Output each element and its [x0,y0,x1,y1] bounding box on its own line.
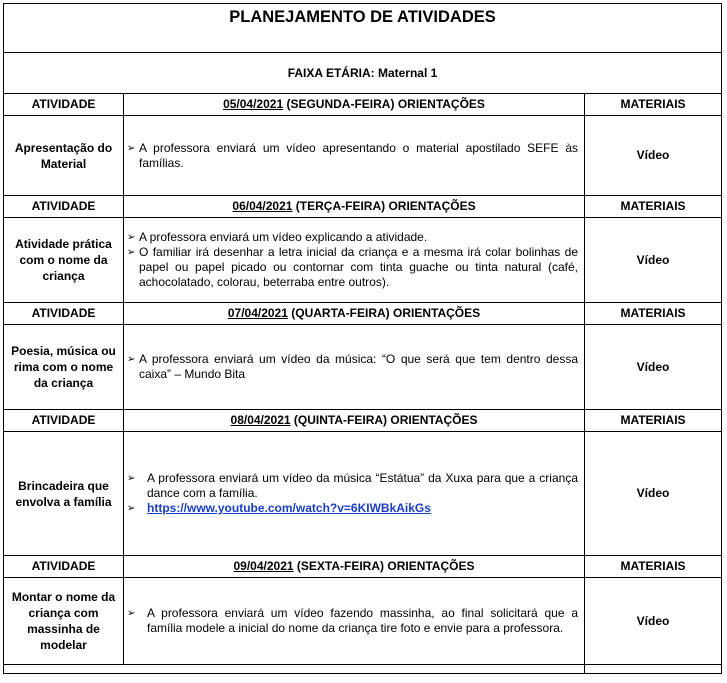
orientacoes-label: ORIENTAÇÕES [387,559,475,573]
day-header-row [4,556,722,578]
list-item [127,230,578,245]
list-item [127,141,578,171]
activity-name: Poesia, música ou rima com o nome da criança [4,325,124,410]
atividade-header: ATIVIDADE [4,196,124,218]
day-orientation-header [124,303,585,325]
activity-name: Atividade prática com o nome da criança [4,218,124,303]
next-row-partial [4,665,722,674]
activity-row [4,578,722,665]
activity-name: Brincadeira que envolva a família [4,432,124,556]
arrowhead-bullet-icon: ➢ [127,142,136,154]
activity-row [4,116,722,196]
material-value: Vídeo [585,325,722,410]
activity-row [4,218,722,303]
arrowhead-bullet-icon: ➢ [127,354,136,365]
materiais-header: MATERIAIS [585,196,722,218]
material-value: Vídeo [585,432,722,556]
day-orientation-header [124,196,585,218]
activity-row [4,325,722,410]
day-header-row [4,410,722,432]
day-orientation-header [124,410,585,432]
orientacoes-label: ORIENTAÇÕES [388,199,476,213]
list-item [127,471,578,501]
arrowhead-bullet-icon: ➢ [127,473,136,484]
orientacoes-label: ORIENTAÇÕES [397,97,485,111]
day-weekday: (QUARTA-FEIRA) [291,306,390,320]
activity-description [124,578,585,665]
activity-name: Apresentação do Material [4,116,124,196]
materiais-header: MATERIAIS [585,410,722,432]
day-weekday: (SEGUNDA-FEIRA) [286,97,395,111]
day-date: 09/04/2021 [233,559,294,573]
day-date: 07/04/2021 [227,306,288,320]
materiais-header: MATERIAIS [585,303,722,325]
day-date: 05/04/2021 [223,97,284,111]
arrowhead-bullet-icon: ➢ [127,503,136,514]
arrowhead-bullet-icon: ➢ [127,247,136,258]
orientacoes-label: ORIENTAÇÕES [390,413,478,427]
list-item [127,352,578,382]
day-header-row [4,196,722,218]
arrowhead-bullet-icon: ➢ [127,608,136,619]
materiais-header: MATERIAIS [585,556,722,578]
activity-description [124,218,585,303]
day-weekday: (QUINTA-FEIRA) [293,413,388,427]
partial-cell-right [585,665,722,674]
list-item [127,606,578,636]
material-value: Vídeo [585,218,722,303]
material-value: Vídeo [585,578,722,665]
day-header-row [4,94,722,116]
day-weekday: (TERÇA-FEIRA) [295,199,386,213]
item-text: A professora enviará um vídeo apresentando o material apostilado SEFE às famílias. [139,140,578,170]
activity-description [124,116,585,196]
day-header-row [4,303,722,325]
item-text: A professora enviará um vídeo explicando a atividade. [139,230,428,244]
day-weekday: (SEXTA-FEIRA) [296,559,385,573]
title-cell [4,4,722,53]
arrowhead-bullet-icon: ➢ [127,232,136,243]
item-text: A professora enviará um vídeo da música: “O que será que tem dentro dessa caixa” – Mundo Bita [139,352,578,381]
orientacoes-label: ORIENTAÇÕES [393,306,481,320]
faixa-etaria: FAIXA ETÁRIA: Maternal 1 [4,53,722,94]
atividade-header: ATIVIDADE [4,556,124,578]
day-date: 08/04/2021 [230,413,291,427]
day-orientation-header [124,94,585,116]
activity-row [4,432,722,556]
list-item [127,245,578,290]
activity-description [124,325,585,410]
day-date: 06/04/2021 [232,199,293,213]
planning-table [3,3,722,674]
partial-cell-left [4,665,585,674]
atividade-header: ATIVIDADE [4,303,124,325]
youtube-link[interactable]: https://www.youtube.com/watch?v=6KIWBkAikGs [147,501,431,515]
item-text: O familiar irá desenhar a letra inicial da criança e a mesma irá colar bolinhas de papel ou papel picado ou contornar com tinta guache ou tinta natural (café, achocolatado, colorau, beterraba entre outros). [139,245,578,289]
day-orientation-header [124,556,585,578]
activity-name: Montar o nome da criança com massinha de modelar [4,578,124,665]
atividade-header: ATIVIDADE [4,410,124,432]
document-title: PLANEJAMENTO DE ATIVIDADES [229,8,496,26]
activity-description [124,432,585,556]
item-text: A professora enviará um vídeo fazendo massinha, ao final solicitará que a família modele a inicial do nome da criança tire foto e envie para a professora. [147,606,578,635]
list-item [127,501,578,516]
material-value: Vídeo [585,116,722,196]
atividade-header: ATIVIDADE [4,94,124,116]
item-text: A professora enviará um vídeo da música “Estátua” da Xuxa para que a criança dance com a família. [147,471,578,500]
materiais-header: MATERIAIS [585,94,722,116]
